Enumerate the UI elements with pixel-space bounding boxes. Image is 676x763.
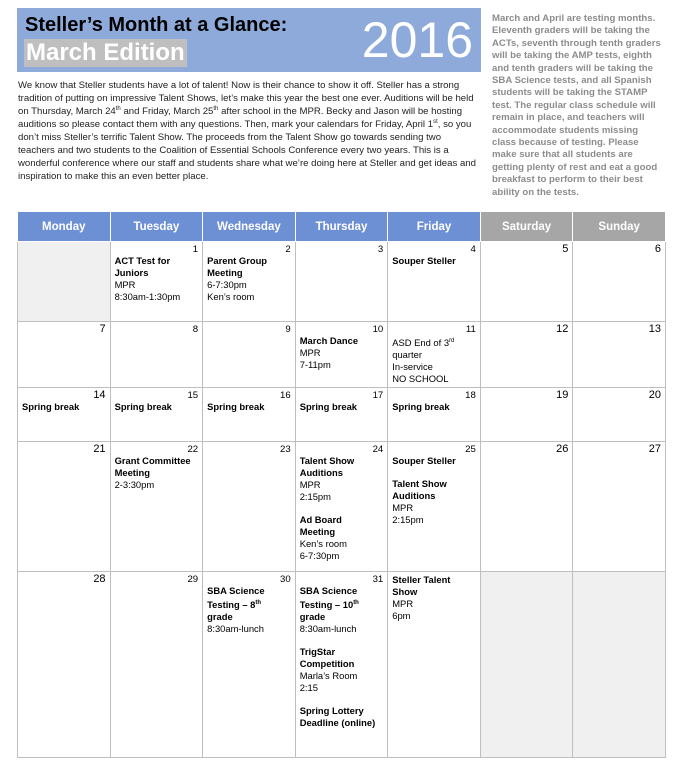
event-line: 2:15 bbox=[299, 682, 318, 694]
day-number: 11 bbox=[465, 324, 476, 335]
calendar-day-cell bbox=[388, 242, 481, 322]
calendar-day-cell bbox=[110, 572, 203, 758]
event-line: Auditions bbox=[299, 467, 343, 479]
event-line: MPR bbox=[392, 598, 414, 610]
day-number: 24 bbox=[372, 444, 384, 456]
event-line: Meeting bbox=[114, 467, 150, 479]
calendar-day-cell bbox=[388, 322, 481, 388]
event-line: 8:30am-1:30pm bbox=[114, 291, 181, 302]
calendar-day-cell bbox=[295, 322, 388, 388]
calendar-day-cell bbox=[573, 572, 666, 758]
event-line: 6-7:30pm bbox=[299, 550, 340, 562]
event-line: grade bbox=[299, 611, 326, 623]
weekday-header-row bbox=[18, 212, 666, 242]
day-number: 26 bbox=[556, 443, 569, 456]
day-number: 14 bbox=[93, 389, 106, 402]
day-number: 1 bbox=[192, 244, 199, 255]
calendar-day-cell bbox=[295, 242, 388, 322]
event-line: Deadline (online) bbox=[299, 717, 376, 729]
calendar-day-cell bbox=[110, 388, 203, 442]
weekday-header: Thursday bbox=[295, 212, 388, 242]
event-line: Juniors bbox=[114, 267, 149, 278]
calendar-day-cell bbox=[480, 388, 573, 442]
event-line: Spring break bbox=[392, 401, 450, 413]
event-line: MPR bbox=[392, 502, 414, 514]
calendar-day-cell bbox=[203, 322, 296, 388]
weekday-header: Wednesday bbox=[203, 212, 296, 242]
day-number: 9 bbox=[285, 324, 291, 335]
event-line: Steller Talent bbox=[392, 574, 451, 586]
calendar-day-cell bbox=[573, 388, 666, 442]
event-spacer bbox=[300, 694, 384, 705]
calendar-day-cell bbox=[295, 388, 388, 442]
event-line: MPR bbox=[299, 479, 321, 491]
calendar-day-cell bbox=[573, 242, 666, 322]
event-line: Ken’s room bbox=[299, 538, 347, 550]
event-line: ASD End of 3rd bbox=[392, 337, 455, 349]
calendar-day-cell bbox=[203, 572, 296, 758]
event-line: Auditions bbox=[392, 490, 436, 502]
day-number: 10 bbox=[372, 324, 384, 335]
day-number: 25 bbox=[465, 444, 476, 456]
event-line: 7-11pm bbox=[299, 359, 331, 370]
event-line: Ken’s room bbox=[207, 291, 255, 302]
calendar-week-row bbox=[18, 442, 666, 572]
event-spacer bbox=[300, 503, 384, 514]
event-line: 2:15pm bbox=[299, 491, 331, 503]
event-spacer bbox=[392, 467, 476, 478]
testing-note: March and April are testing months. Eleventh graders will be taking the ACTs, seventh through tenth graders will be taking the AMP tests, eighth and tenth graders will be taking the SBA Science tests, and all Spanish students will be taking the STAMP test. The regular class schedule will remain in place, and teachers will accommodate students missing class because of testing. Please make sure that all students are getting plenty of rest and eat a good breakfast to perform to their best ability on the tests. bbox=[492, 13, 661, 198]
event-line: Testing – 8th bbox=[207, 599, 262, 611]
event-line: Spring break bbox=[299, 401, 357, 413]
event-line: Marla’s Room bbox=[299, 670, 358, 682]
calendar-day-cell bbox=[203, 442, 296, 572]
day-number: 13 bbox=[648, 323, 661, 335]
event-line: Spring Lottery bbox=[299, 705, 364, 717]
calendar-day-cell bbox=[110, 242, 203, 322]
event-line: 6pm bbox=[392, 610, 411, 622]
day-number: 30 bbox=[280, 574, 291, 586]
calendar-grid bbox=[17, 211, 666, 758]
day-number: 12 bbox=[556, 323, 569, 335]
calendar-day-cell bbox=[388, 572, 481, 758]
calendar-week-row bbox=[18, 322, 666, 388]
year-label: 2016 bbox=[361, 12, 473, 68]
day-number: 5 bbox=[562, 243, 569, 255]
day-number: 16 bbox=[280, 390, 291, 402]
calendar-day-cell bbox=[573, 442, 666, 572]
event-line: Testing – 10th bbox=[299, 599, 359, 611]
event-line: MPR bbox=[299, 347, 321, 358]
event-line: 8:30am-lunch bbox=[299, 623, 357, 635]
day-number: 7 bbox=[99, 323, 106, 335]
weekday-header: Saturday bbox=[480, 212, 573, 242]
event-line: SBA Science bbox=[207, 585, 265, 597]
day-number: 28 bbox=[93, 573, 106, 586]
calendar-day-cell bbox=[573, 322, 666, 388]
calendar-week-row bbox=[18, 242, 666, 322]
calendar-day-cell bbox=[480, 242, 573, 322]
calendar-day-cell bbox=[295, 442, 388, 572]
edition-label: March Edition bbox=[26, 39, 185, 66]
calendar-day-cell bbox=[18, 322, 111, 388]
weekday-header: Friday bbox=[388, 212, 481, 242]
weekday-header: Monday bbox=[18, 212, 111, 242]
event-line: SBA Science bbox=[299, 585, 358, 597]
day-number: 8 bbox=[192, 324, 199, 335]
event-line: TrigStar bbox=[299, 646, 336, 658]
event-line: 8:30am-lunch bbox=[207, 623, 264, 635]
event-line: Spring break bbox=[207, 401, 265, 413]
day-number: 23 bbox=[280, 444, 291, 456]
day-number: 19 bbox=[556, 389, 569, 402]
event-line: Talent Show bbox=[299, 455, 355, 467]
calendar-day-cell bbox=[18, 242, 111, 322]
event-line: Souper Steller bbox=[392, 255, 456, 266]
day-number: 4 bbox=[470, 244, 476, 255]
event-spacer bbox=[300, 635, 384, 646]
calendar-day-cell bbox=[203, 388, 296, 442]
event-line: Parent Group bbox=[207, 255, 268, 266]
event-line: grade bbox=[207, 611, 233, 623]
event-line: ACT Test for bbox=[114, 255, 171, 266]
calendar-day-cell bbox=[18, 442, 111, 572]
page-title: Steller’s Month at a Glance: bbox=[25, 14, 288, 36]
event-line: Ad Board bbox=[299, 514, 342, 526]
day-number: 29 bbox=[187, 574, 199, 586]
weekday-header: Tuesday bbox=[110, 212, 203, 242]
calendar-day-cell bbox=[480, 322, 573, 388]
calendar-day-cell bbox=[110, 442, 203, 572]
event-line: Talent Show bbox=[392, 478, 447, 490]
event-line: Souper Steller bbox=[392, 455, 456, 467]
calendar-week-row bbox=[18, 572, 666, 758]
calendar-week-row bbox=[18, 388, 666, 442]
weekday-header: Sunday bbox=[573, 212, 666, 242]
calendar-day-cell bbox=[18, 572, 111, 758]
event-line: Competition bbox=[299, 658, 355, 670]
event-line: Meeting bbox=[207, 267, 243, 278]
event-line: Spring break bbox=[22, 401, 80, 413]
event-line: NO SCHOOL bbox=[392, 373, 449, 385]
calendar-day-cell bbox=[480, 572, 573, 758]
calendar-day-cell bbox=[203, 242, 296, 322]
event-line: 2-3:30pm bbox=[114, 479, 155, 491]
day-number: 20 bbox=[648, 389, 661, 402]
day-number: 31 bbox=[372, 574, 384, 586]
intro-paragraph: We know that Steller students have a lot of talent! Now is their chance to show it off. Steller has a strong tradition of putting on impressive Talent Shows, let’s make this year the best one ever. Auditions will be held on Thursday, March 24th and Friday, March 25th after school in the MPR. Becky and Jason will be hosting auditions so please contact them with any questions. Then, mark your calendars for Friday, April 1st, so you don’t miss Steller’s terrific Talent Show. The proceeds from the Talent Show go towards sending two teachers and two students to the Coalition of Essential Schools Conference every two years. This is a wonderful conference where our staff and students share what we’re doing here at Steller and get ideas and inspiration to make this an even better place. bbox=[18, 80, 476, 182]
day-number: 6 bbox=[654, 243, 661, 255]
calendar-day-cell bbox=[388, 442, 481, 572]
title-banner bbox=[17, 8, 481, 72]
day-number: 21 bbox=[93, 443, 106, 456]
calendar-day-cell bbox=[388, 388, 481, 442]
event-line: 6-7:30pm bbox=[207, 279, 247, 290]
calendar-day-cell bbox=[480, 442, 573, 572]
event-line: 2:15pm bbox=[392, 514, 424, 526]
day-number: 2 bbox=[285, 244, 291, 255]
event-line: Grant Committee bbox=[114, 455, 191, 467]
calendar-day-cell bbox=[295, 572, 388, 758]
event-line: In-service bbox=[392, 361, 433, 373]
calendar-day-cell bbox=[110, 322, 203, 388]
event-line: MPR bbox=[114, 279, 136, 290]
event-line: Show bbox=[392, 586, 418, 598]
calendar-day-cell bbox=[18, 388, 111, 442]
day-number: 17 bbox=[372, 390, 384, 402]
event-line: Meeting bbox=[299, 526, 336, 538]
event-line: Spring break bbox=[114, 401, 172, 413]
event-line: March Dance bbox=[299, 335, 359, 346]
day-number: 18 bbox=[465, 390, 476, 402]
day-number: 22 bbox=[187, 444, 199, 456]
day-number: 3 bbox=[377, 244, 384, 255]
event-line: quarter bbox=[392, 349, 422, 361]
day-number: 15 bbox=[187, 390, 199, 402]
day-number: 27 bbox=[648, 443, 661, 456]
